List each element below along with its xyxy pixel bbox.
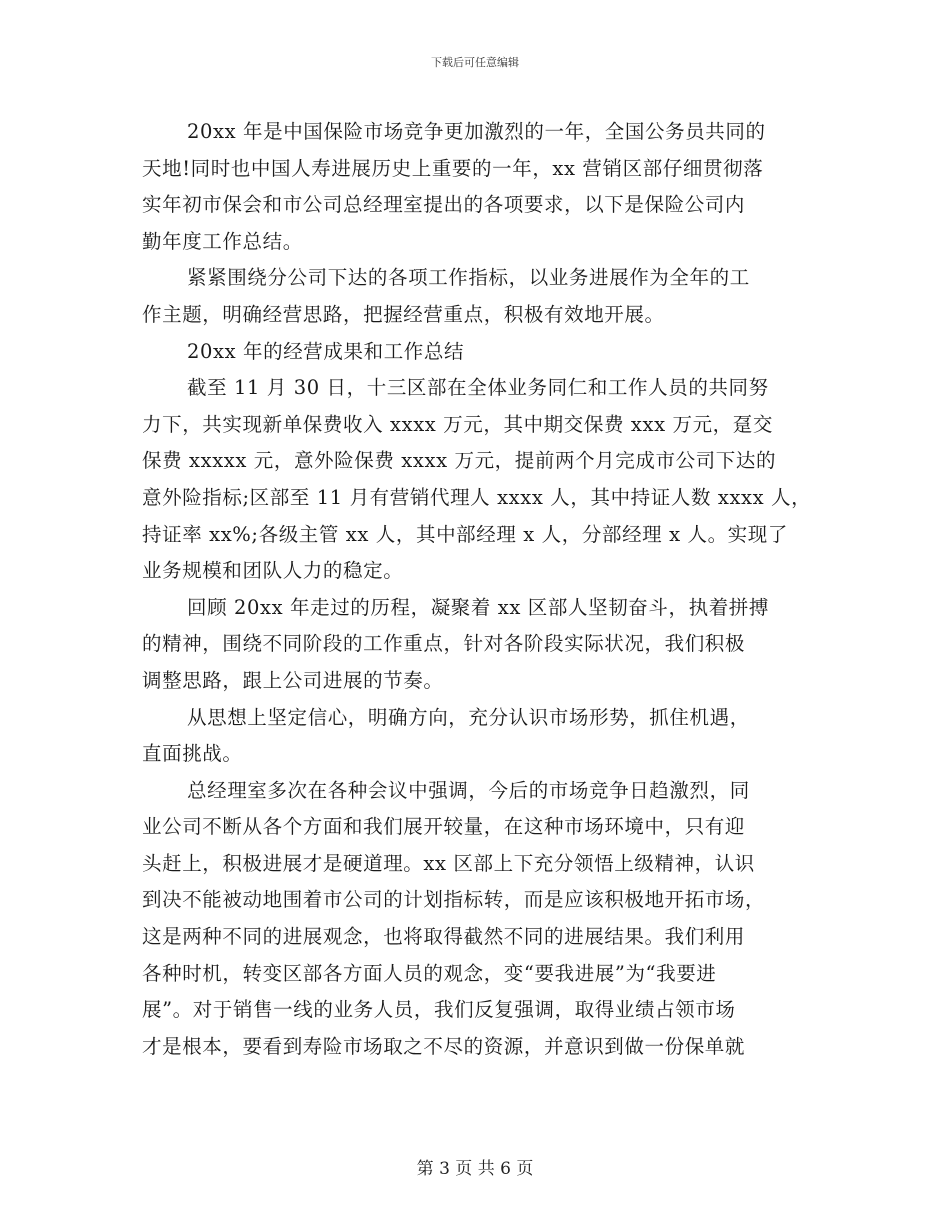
text-line: 实年初市保会和市公司总经理室提出的各项要求，以下是保险公司内 — [142, 193, 746, 217]
text-line: 勤年度工作总结。 — [142, 229, 303, 253]
text-line: 头赶上，积极进展才是硬道理。xx 区部上下充分领悟上级精神，认识 — [142, 851, 755, 875]
text-line: 总经理室多次在各种会议中强调，今后的市场竞争日趋激烈，同 — [187, 778, 750, 802]
text-line: 展”。对于销售一线的业务人员，我们反复强调，取得业绩占领市场 — [142, 998, 736, 1022]
text-line: 各种时机，转变区部各方面人员的观念，变“要我进展”为“我要进 — [142, 961, 717, 985]
text-line: 截至 11 月 30 日，十三区部在全体业务同仁和工作人员的共同努 — [187, 376, 769, 400]
text-line: 持证率 xx%;各级主管 xx 人，其中部经理 x 人，分部经理 x 人。实现了 — [142, 522, 788, 546]
text-line: 调整思路，跟上公司进展的节奏。 — [142, 668, 444, 692]
text-line: 直面挑战。 — [142, 742, 243, 766]
text-line: 的精神，围绕不同阶段的工作重点，针对各阶段实际状况，我们积极 — [142, 632, 746, 656]
text-line: 保费 xxxxx 元，意外险保费 xxxx 万元，提前两个月完成市公司下达的 — [142, 449, 777, 473]
text-line: 意外险指标;区部至 11 月有营销代理人 xxxx 人，其中持证人数 xxxx 人， — [142, 485, 812, 509]
text-line: 业务规模和团队人力的稳定。 — [142, 559, 404, 583]
text-line: 作主题，明确经营思路，把握经营重点，积极有效地开展。 — [142, 302, 665, 326]
text-line: 才是根本，要看到寿险市场取之不尽的资源，并意识到做一份保单就 — [142, 1034, 746, 1058]
text-line: 20xx 年的经营成果和工作总结 — [187, 339, 465, 363]
text-line: 天地!同时也中国人寿进展历史上重要的一年，xx 营销区部仔细贯彻落 — [142, 156, 764, 180]
page-footer: 第 3 页 共 6 页 — [416, 1159, 534, 1179]
text-line: 20xx 年是中国保险市场竞争更加激烈的一年，全国公务员共同的 — [187, 120, 766, 143]
text-line: 力下，共实现新单保费收入 xxxx 万元，其中期交保费 xxx 万元，趸交 — [142, 412, 773, 436]
text-line: 紧紧围绕分公司下达的各项工作指标，以业务进展作为全年的工 — [187, 266, 750, 290]
text-line: 业公司不断从各个方面和我们展开较量，在这种市场环境中，只有迎 — [142, 815, 746, 839]
text-line: 这是两种不同的进展观念，也将取得截然不同的进展结果。我们利用 — [142, 925, 746, 949]
document-body — [142, 114, 832, 1065]
text-line: 到决不能被动地围着市公司的计划指标转，而是应该积极地开拓市场， — [142, 888, 766, 912]
text-line: 从思想上坚定信心，明确方向，充分认识市场形势，抓住机遇， — [187, 705, 750, 729]
page-header: 下载后可任意编辑 — [431, 56, 519, 69]
text-line: 回顾 20xx 年走过的历程，凝聚着 xx 区部人坚韧奋斗，执着拼搏 — [187, 595, 769, 619]
